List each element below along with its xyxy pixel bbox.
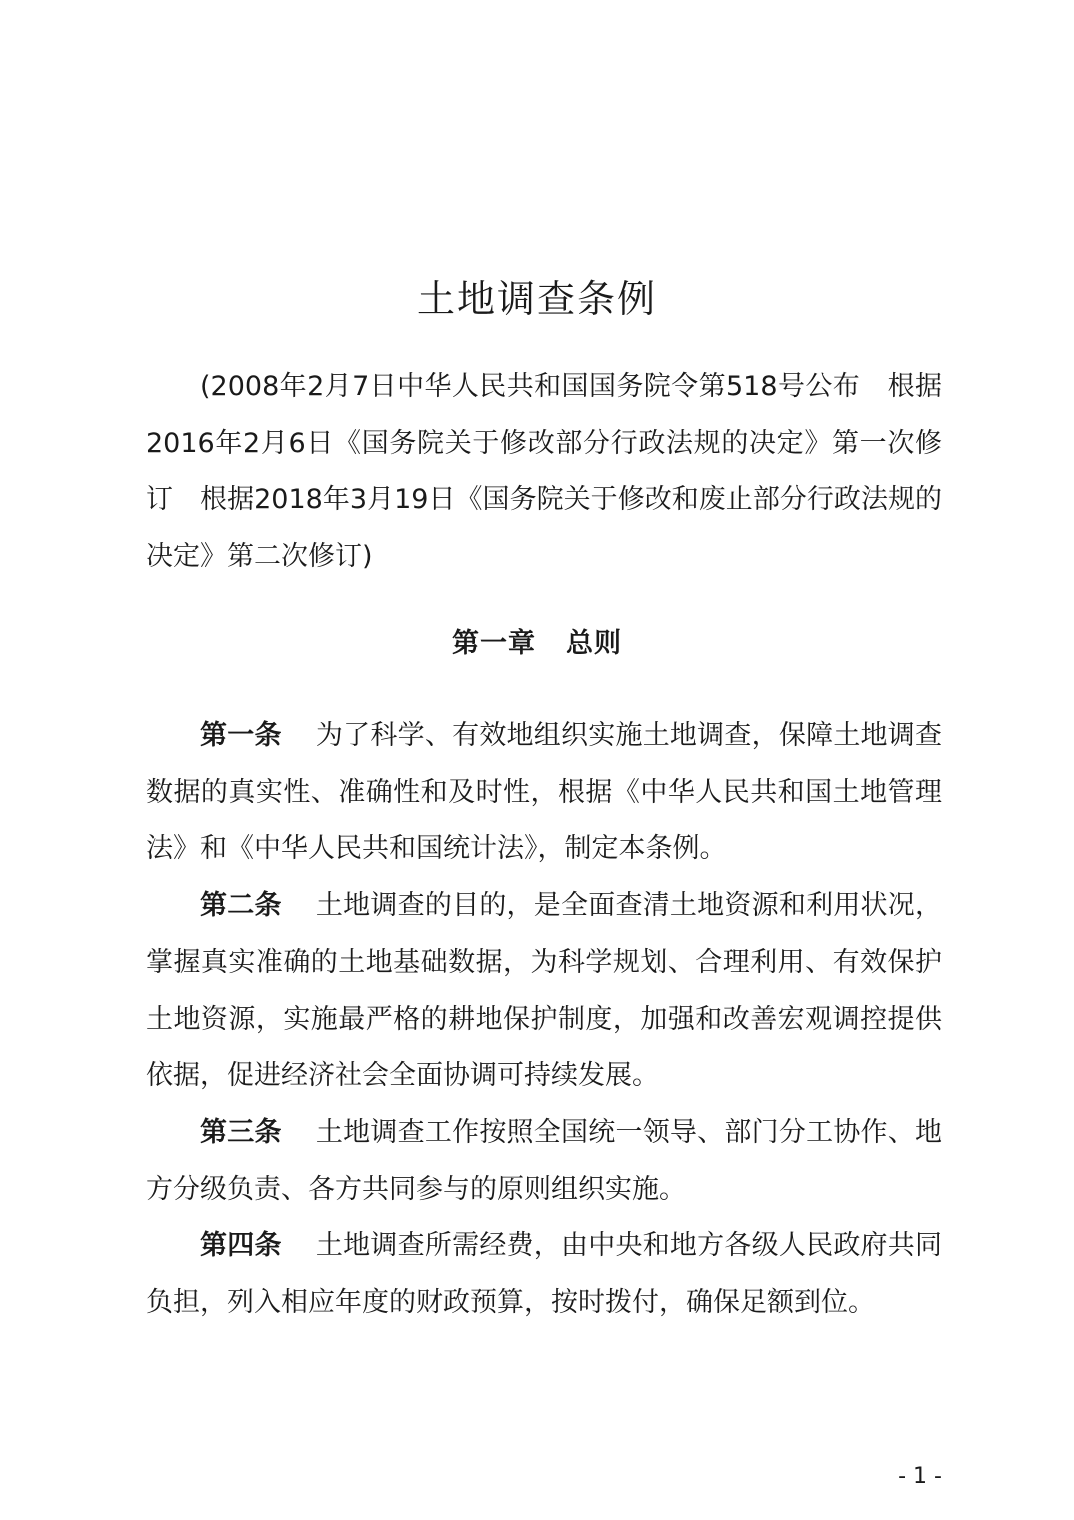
chapter-label: 第一章	[452, 628, 536, 659]
article-label: 第四条	[200, 1230, 282, 1262]
article-label: 第二条	[200, 890, 282, 922]
document-preamble: (2008年2月7日中华人民共和国国务院令第518号公布 根据2016年2月6日《国务院关于修改部分行政法规的决定》第一次修订 根据2018年3月19日《国务院关于修改和废止部分行政法规的决定》第二次修订)	[146, 371, 942, 573]
chapter-heading	[0, 616, 1074, 672]
page-number: - 1 -	[898, 1464, 942, 1489]
article-4	[146, 1218, 942, 1331]
article-1	[146, 708, 942, 878]
article-label: 第一条	[200, 720, 282, 751]
document-title: 土地调查条例	[416, 277, 657, 322]
article-label: 第三条	[200, 1116, 282, 1148]
article-text: 土地调查工作按照全国统一领导、部门分工协作、地方分级负责、各方共同参与的原则组织实施。	[146, 1116, 943, 1205]
article-text: 土地调查所需经费，由中央和地方各级人民政府共同负担，列入相应年度的财政预算，按时拨付，确保足额到位。	[146, 1230, 943, 1319]
article-text: 土地调查的目的，是全面查清土地资源和利用状况，掌握真实准确的土地基础数据，为科学规划、合理利用、有效保护土地资源，实施最严格的耕地保护制度，加强和改善宏观调控提供依据，促进经济社会全面协调可持续发展。	[146, 890, 943, 1092]
articles-list	[146, 708, 942, 1332]
chapter-name: 总则	[566, 628, 622, 659]
article-2	[146, 878, 942, 1105]
article-text: 为了科学、有效地组织实施土地调查，保障土地调查数据的真实性、准确性和及时性，根据《中华人民共和国土地管理法》和《中华人民共和国统计法》，制定本条例。	[146, 720, 943, 865]
article-3	[146, 1105, 942, 1218]
